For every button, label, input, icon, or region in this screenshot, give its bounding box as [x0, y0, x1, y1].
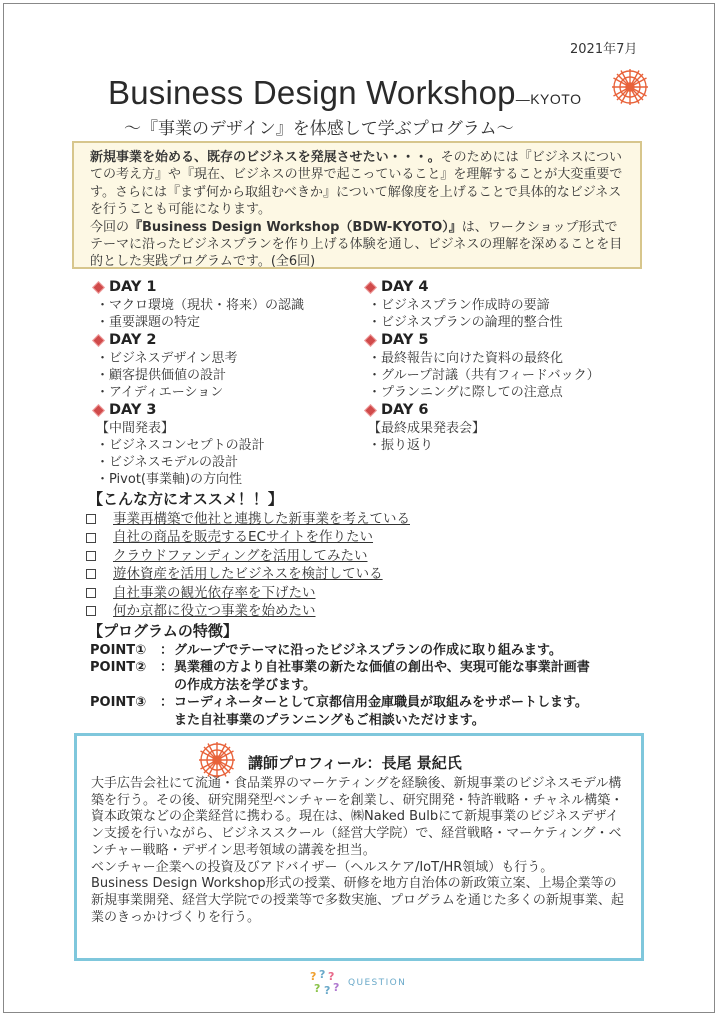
day-item: ・ビジネスデザイン思考	[96, 351, 238, 366]
day-label: DAY 3	[109, 402, 157, 418]
day-heading	[362, 278, 642, 297]
checkbox-icon	[86, 569, 96, 579]
profile-heading: 講師プロフィール：長尾 景紀氏	[248, 754, 462, 772]
day-item: ・マクロ環境（現状・将来）の認識	[96, 298, 305, 313]
day-item: ・プランニングに際しての注意点	[368, 385, 563, 400]
diamond-icon	[364, 281, 377, 294]
day-item: ・アイディエーション	[96, 385, 224, 400]
day-item: ・Pivot(事業軸)の方向性	[96, 472, 243, 487]
checkbox-icon	[86, 606, 96, 616]
recommend-item-text: 自社の商品を販売するECサイトを作りたい	[113, 529, 374, 546]
point-text	[174, 659, 590, 694]
intro-text-2-post: は、ワークショップ形式でテーマに沿ったビジネスプランを作り上げる体験を通し、ビジネスの理解を深めることを目的とした実践プログラムです。(全6回)	[90, 219, 623, 270]
features-heading: 【プログラムの特徴】	[88, 622, 238, 640]
point-colon: ：	[160, 660, 174, 676]
list-item	[86, 584, 410, 602]
diamond-icon	[364, 334, 377, 347]
day-item: 【最終成果発表会】	[368, 421, 486, 436]
list-item	[86, 547, 410, 565]
features-points	[90, 642, 590, 729]
date-label: 2021年7月	[570, 42, 638, 57]
day-item: ・ビジネスモデルの設計	[96, 455, 238, 470]
day-block	[362, 401, 642, 454]
intro-paragraph-1	[90, 149, 630, 219]
profile-paragraph: Business Design Workshop形式の授業、研修を地方自治体の新政策立案、上場企業等の新規事業開発、経営大学院での授業等で多数実施、プログラムを通じた多くの新規事業、起業のきっかけづくりを行う。	[91, 876, 624, 925]
day-heading	[362, 401, 642, 420]
diamond-icon	[92, 281, 105, 294]
intro-box	[72, 141, 642, 269]
profile-paragraph: ベンチャー企業への投資及びアドバイザー（ヘルスケア/IoT/HR領域）も行う。	[91, 859, 554, 875]
day-item: 【中間発表】	[96, 421, 175, 436]
title-suffix: —KYOTO	[515, 91, 582, 107]
logo-text: QUESTION	[348, 978, 407, 988]
day-label: DAY 4	[381, 279, 429, 295]
day-label: DAY 1	[109, 279, 157, 295]
day-block	[90, 278, 370, 331]
point-line: 異業種の方より自社事業の新たな価値の創出や、実現可能な事業計画書	[174, 660, 590, 676]
day-heading	[90, 278, 370, 297]
recommend-heading: 【こんな方にオススメ！！】	[88, 490, 283, 508]
point-line: また自社事業のプランニングもご相談いただけます。	[174, 712, 485, 728]
recommend-list	[86, 510, 410, 620]
recommend-item-text: 自社事業の観光依存率を下げたい	[113, 584, 316, 601]
checkbox-icon	[86, 533, 96, 543]
recommend-item-text: クラウドファンディングを活用してみたい	[113, 547, 368, 564]
point-row	[90, 642, 590, 659]
list-item	[86, 602, 410, 620]
recommend-item-text: 事業再構築で他社と連携した新事業を考えている	[113, 511, 410, 527]
svg-text:?: ?	[319, 968, 326, 981]
day-item: ・重要課題の特定	[96, 315, 201, 330]
day-item: ・振り返り	[368, 438, 434, 453]
profile-paragraph: 大手広告会社にて流通・食品業界のマーケティングを経験後、新規事業のビジネスモデル構築を行う。その後、研究開発型ベンチャーを創業し、研究開発・特許戦略・チャネル構築・資本政策などの企業経営に携わる。現在は、㈱Naked Bulbにて新規事業のビジネスデザイン支援を行いながら、ビジネススクール（経営大学院）で、経営戦略・マーケティング・ベンチャー戦略・デザイン思考領域の講義を担当。	[91, 776, 624, 858]
intro-lead: 新規事業を始める、既存のビジネスを発展させたい・・・。	[90, 150, 441, 165]
list-item	[86, 528, 410, 546]
point-label: POINT①	[90, 643, 147, 658]
days-right-column	[362, 278, 642, 454]
day-block	[362, 331, 642, 401]
svg-text:?: ?	[324, 984, 331, 997]
day-item: ・グループ討議（共有フィードバック）	[368, 368, 600, 383]
point-text	[174, 694, 588, 729]
day-block	[90, 331, 370, 401]
checkbox-icon	[86, 588, 96, 598]
day-item: ・ビジネスコンセプトの設計	[96, 438, 265, 453]
list-item	[86, 510, 410, 528]
point-colon: ：	[160, 695, 174, 711]
checkbox-icon	[86, 514, 96, 524]
diamond-icon	[92, 404, 105, 417]
svg-text:?: ?	[333, 981, 340, 994]
day-heading	[362, 331, 642, 350]
diamond-icon	[364, 404, 377, 417]
svg-text:?: ?	[310, 970, 317, 983]
day-item: ・顧客提供価値の設計	[96, 368, 227, 383]
day-heading	[90, 331, 370, 350]
day-item: ・ビジネスプラン作成時の要諦	[368, 298, 550, 313]
intro-text-1: そのためには『ビジネスについての考え方』や『現在、ビジネスの世界で起こっていること』を理解することが大変重要です。さらには『まず何から取組むべきか』について解像度を上げることで具体的なビジネスを行うことも可能になります。	[90, 150, 623, 218]
list-item	[86, 565, 410, 583]
question-logo-icon	[308, 968, 342, 998]
point-text	[174, 642, 562, 659]
diamond-icon	[92, 334, 105, 347]
point-line: の作成方法を学びます。	[174, 677, 316, 693]
day-item: ・最終報告に向けた資料の最終化	[368, 351, 564, 366]
point-row	[90, 694, 590, 729]
checkbox-icon	[86, 551, 96, 561]
recommend-item-text: 遊休資産を活用したビジネスを検討している	[113, 566, 383, 583]
day-block	[90, 401, 370, 488]
page-title	[108, 74, 581, 112]
point-colon: ：	[160, 643, 174, 658]
recommend-item-text: 何か京都に役立つ事業を始めたい	[113, 603, 316, 620]
intro-text-2-pre: 今回の	[90, 219, 130, 235]
sun-logo-icon	[610, 67, 650, 107]
day-heading	[90, 401, 370, 420]
day-block	[362, 278, 642, 331]
day-label: DAY 2	[109, 332, 157, 348]
svg-text:?: ?	[328, 970, 335, 983]
day-label: DAY 6	[381, 402, 429, 418]
svg-text:?: ?	[314, 982, 321, 995]
title-main: Business Design Workshop	[108, 74, 516, 111]
sun-logo-icon	[197, 740, 237, 780]
point-label: POINT③	[90, 695, 147, 711]
question-logo	[308, 968, 406, 998]
point-line: コーディネーターとして京都信用金庫職員が取組みをサポートします。	[174, 695, 588, 711]
intro-program-name: 『Business Design Workshop（BDW-KYOTO）』	[129, 219, 462, 235]
days-left-column	[90, 278, 370, 488]
point-label: POINT②	[90, 660, 147, 676]
day-label: DAY 5	[381, 332, 429, 348]
page-subtitle: ～『事業のデザイン』を体感して学ぶプログラム～	[124, 119, 514, 139]
intro-paragraph-2	[90, 219, 630, 271]
point-line: グループでテーマに沿ったビジネスプランの作成に取り組みます。	[174, 643, 562, 658]
day-item: ・ビジネスプランの論理的整合性	[368, 315, 563, 330]
point-row	[90, 659, 590, 694]
